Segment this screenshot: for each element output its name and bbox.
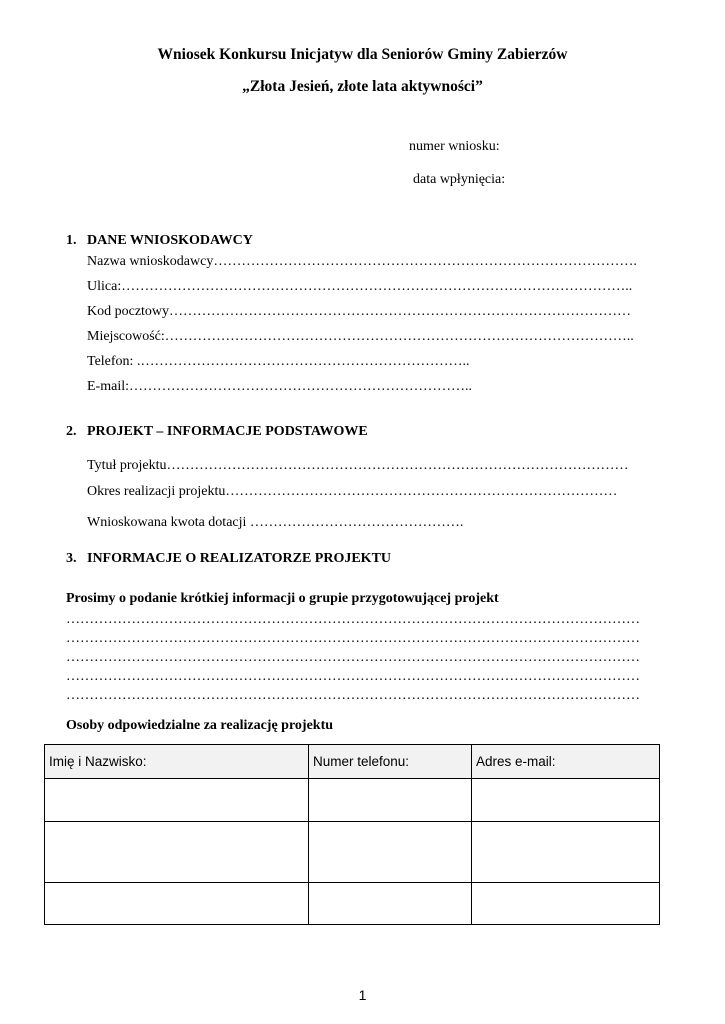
- section-3-number: 3.: [66, 551, 77, 566]
- table-cell[interactable]: [45, 822, 309, 883]
- table-row: [45, 883, 660, 925]
- responsible-persons-table: [44, 744, 660, 925]
- dotted-line: ……………………………………………………………………………………………………………: [66, 631, 640, 646]
- table-cell[interactable]: [309, 883, 472, 925]
- table-row: [45, 779, 660, 822]
- email-field: E-mail:………………………………………………………………..: [87, 379, 472, 394]
- column-header-email: Adres e-mail:: [472, 745, 660, 779]
- applicant-name-field: Nazwa wnioskodawcy……………………………………………………………………………….: [87, 254, 637, 269]
- section-1-heading: [66, 233, 253, 249]
- table-cell[interactable]: [309, 779, 472, 822]
- table-cell[interactable]: [309, 822, 472, 883]
- receipt-date-label: data wpłynięcia:: [413, 172, 506, 187]
- table-cell[interactable]: [472, 822, 660, 883]
- dotted-line: ……………………………………………………………………………………………………………: [66, 612, 640, 627]
- street-field: Ulica:………………………………………………………………………………………………..: [87, 279, 633, 294]
- column-header-phone: Numer telefonu:: [309, 745, 472, 779]
- section-1-title: DANE WNIOSKODAWCY: [87, 233, 253, 248]
- city-field: Miejscowość:………………………………………………………………………………………..: [87, 329, 634, 344]
- table-cell[interactable]: [45, 883, 309, 925]
- project-title-field: Tytuł projektu………………………………………………………………………………………: [87, 458, 629, 473]
- page-number: 1: [358, 987, 367, 1003]
- table-cell[interactable]: [472, 779, 660, 822]
- group-info-prompt: Prosimy o podanie krótkiej informacji o grupie przygotowującej projekt: [66, 591, 499, 606]
- grant-amount-field: Wnioskowana kwota dotacji ……………………………………….: [87, 515, 464, 530]
- postal-code-field: Kod pocztowy………………………………………………………………………………………: [87, 304, 632, 319]
- dotted-line: ……………………………………………………………………………………………………………: [66, 688, 640, 703]
- section-2-title: PROJEKT – INFORMACJE PODSTAWOWE: [87, 424, 368, 439]
- section-2-heading: [66, 424, 368, 440]
- project-period-field: Okres realizacji projektu…………………………………………………………………………: [87, 484, 618, 499]
- column-header-name: Imię i Nazwisko:: [45, 745, 309, 779]
- document-title: Wniosek Konkursu Inicjatyw dla Seniorów Gminy Zabierzów: [157, 46, 568, 63]
- document-subtitle: „Złota Jesień, złote lata aktywności”: [242, 78, 483, 95]
- section-1-number: 1.: [66, 233, 77, 248]
- table-cell[interactable]: [472, 883, 660, 925]
- table-cell[interactable]: [45, 779, 309, 822]
- section-3-title: INFORMACJE O REALIZATORZE PROJEKTU: [87, 551, 392, 566]
- section-2-number: 2.: [66, 424, 77, 439]
- table-row: [45, 822, 660, 883]
- section-3-heading: [66, 551, 391, 567]
- table-header-row: [45, 745, 660, 779]
- responsible-persons-heading: Osoby odpowiedzialne za realizację projektu: [66, 718, 334, 733]
- dotted-line: ……………………………………………………………………………………………………………: [66, 650, 640, 665]
- dotted-line: ……………………………………………………………………………………………………………: [66, 669, 640, 684]
- application-number-label: numer wniosku:: [409, 139, 500, 154]
- phone-field: Telefon: .……………………………………………………………..: [87, 354, 470, 369]
